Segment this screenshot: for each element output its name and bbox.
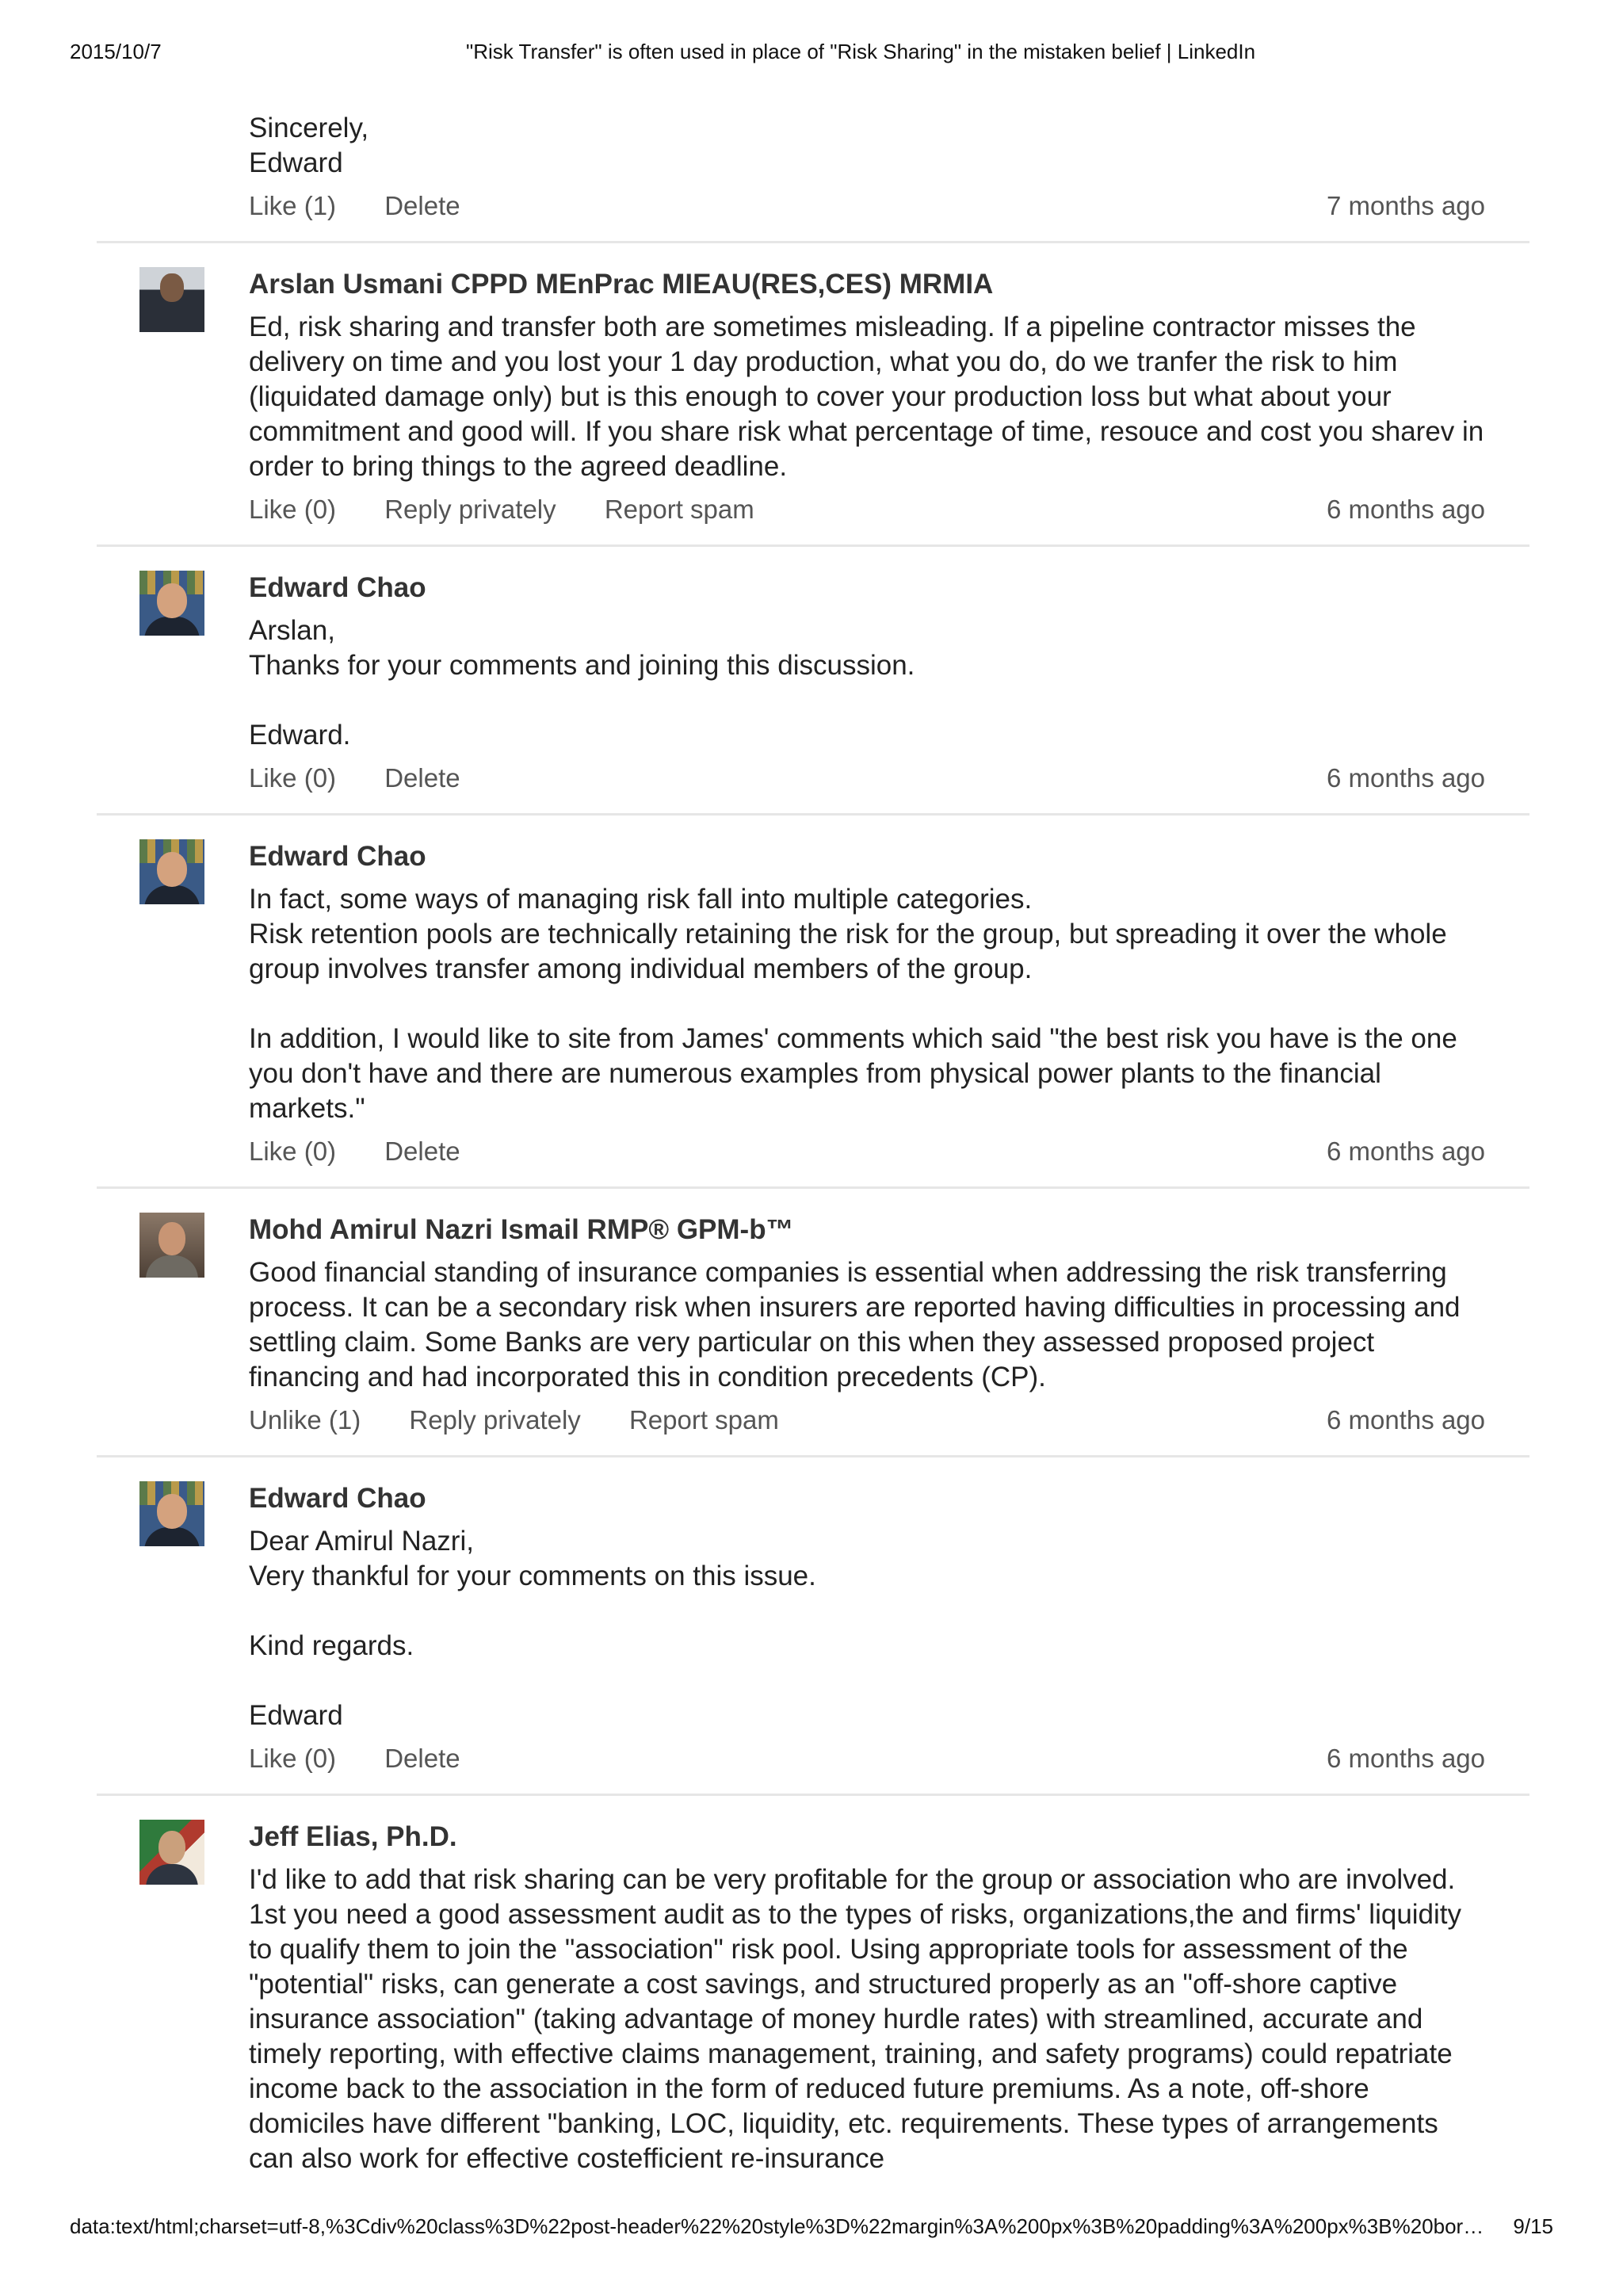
avatar[interactable] <box>139 1213 204 1278</box>
like-button[interactable]: Like (0) <box>249 1137 337 1166</box>
comment-item <box>97 243 1529 547</box>
comment-author[interactable]: Arslan Usmani CPPD MEnPrac MIEAU(RES,CES) MRMIA <box>249 269 994 300</box>
report-spam-button[interactable]: Report spam <box>604 495 754 524</box>
delete-button[interactable]: Delete <box>384 1744 460 1773</box>
print-url: data:text/html;charset=utf-8,%3Cdiv%20class%3D%22post-header%22%20style%3D%22margin%3A%200px%3B%20padding%3A%200px%3B%20bor… <box>70 2214 1484 2238</box>
comment-actions <box>249 761 1485 796</box>
comment-timestamp: 6 months ago <box>1327 1405 1485 1435</box>
delete-button[interactable]: Delete <box>384 191 460 220</box>
comment-actions <box>249 1134 1485 1169</box>
comment-text: Dear Amirul Nazri, Very thankful for your comments on this issue. Kind regards. Edward <box>249 1526 816 1731</box>
reply-privately-button[interactable]: Reply privately <box>384 495 556 524</box>
comment-actions <box>249 1741 1485 1776</box>
comment-timestamp: 6 months ago <box>1327 1137 1485 1166</box>
comment-author[interactable]: Mohd Amirul Nazri Ismail RMP® GPM-b™ <box>249 1214 794 1245</box>
comment-text: Good financial standing of insurance companies is essential when addressing the risk transferring process. It can be a secondary risk when insurers are reported having difficulties in processing and settling claim. Some Banks are very particular on this when they assessed proposed project financing and had incorporated this in condition precedents (CP). <box>249 1257 1461 1392</box>
comment-item <box>97 1796 1529 2194</box>
comment-timestamp: 6 months ago <box>1327 1744 1485 1773</box>
comment-item <box>97 1189 1529 1457</box>
comment-timestamp: 7 months ago <box>1327 191 1485 220</box>
comment-item <box>97 547 1529 816</box>
print-footer <box>70 2214 1553 2246</box>
delete-button[interactable]: Delete <box>384 763 460 793</box>
comment-author[interactable]: Jeff Elias, Ph.D. <box>249 1821 457 1852</box>
delete-button[interactable]: Delete <box>384 1137 460 1166</box>
comment-item <box>97 1457 1529 1796</box>
print-header <box>70 40 1553 71</box>
like-button[interactable]: Like (1) <box>249 191 337 220</box>
comment-author[interactable]: Edward Chao <box>249 841 426 872</box>
comment-text: Sincerely, Edward <box>249 113 369 178</box>
avatar[interactable] <box>139 1481 204 1546</box>
avatar[interactable] <box>139 1820 204 1885</box>
comment-item <box>97 111 1529 243</box>
avatar[interactable] <box>139 267 204 332</box>
report-spam-button[interactable]: Report spam <box>628 1405 779 1435</box>
comment-actions <box>249 189 1485 223</box>
like-button[interactable]: Like (0) <box>249 763 337 793</box>
comment-text: In fact, some ways of managing risk fall into multiple categories. Risk retention pools are technically retaining the risk for the group, but spreading it over the whole group involves transfer among individual members of the group. In addition, I would like to site from James' comments which said "the best risk you have is the one you don't have and there are numerous examples from physical power plants to the financial markets." <box>249 884 1457 1124</box>
like-button[interactable]: Like (0) <box>249 1744 337 1773</box>
comment-thread <box>97 111 1529 2194</box>
page-number: 9/15 <box>1513 2214 1553 2238</box>
comment-text: I'd like to add that risk sharing can be very profitable for the group or association who are involved. 1st you need a good assessment audit as to the types of risks, organizations,the and firms' liquidity to qualify them to join the "association" risk pool. Using appropriate tools for assessment of the "potential" risks, can generate a cost savings, and structured properly as an "off-shore captive insurance association" (taking advantage of money hurdle rates) with streamlined, accurate and timely reporting, with effective claims management, training, and safety programs) could repatriate income back to the association in the form of reduced future premiums. As a note, off-shore domiciles have different "banking, LOC, liquidity, etc. requirements. These types of arrangements can also work for effective costefficient re-insurance <box>249 1864 1462 2174</box>
unlike-button[interactable]: Unlike (1) <box>249 1405 361 1435</box>
comment-actions <box>249 1403 1485 1438</box>
comment-actions <box>249 492 1485 527</box>
comment-text: Arslan, Thanks for your comments and joining this discussion. Edward. <box>249 615 915 751</box>
comment-timestamp: 6 months ago <box>1327 495 1485 524</box>
comment-text: Ed, risk sharing and transfer both are sometimes misleading. If a pipeline contractor misses the delivery on time and you lost your 1 day production, what you do, do we tranfer the risk to him (liquidated damage only) but is this enough to cover your production loss but what about your commitment and good will. If you share risk what percentage of time, resouce and cost you sharev in order to bring things to the agreed deadline. <box>249 311 1484 482</box>
print-page-title: "Risk Transfer" is often used in place of "Risk Sharing" in the mistaken belief | LinkedIn <box>466 40 1256 63</box>
comment-author[interactable]: Edward Chao <box>249 1483 426 1514</box>
like-button[interactable]: Like (0) <box>249 495 337 524</box>
comment-author[interactable]: Edward Chao <box>249 572 426 603</box>
print-date: 2015/10/7 <box>70 40 162 63</box>
comment-item <box>97 816 1529 1189</box>
avatar[interactable] <box>139 571 204 636</box>
comment-timestamp: 6 months ago <box>1327 763 1485 793</box>
avatar[interactable] <box>139 839 204 904</box>
reply-privately-button[interactable]: Reply privately <box>409 1405 581 1435</box>
